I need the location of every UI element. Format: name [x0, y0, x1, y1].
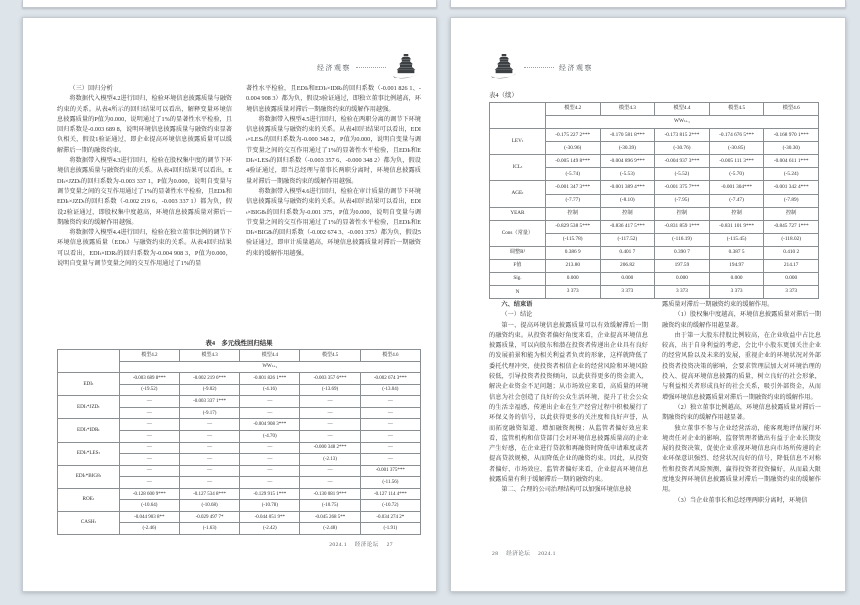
paragraph: （3）当企业董事长和总经理两职分离时，环境信	[674, 496, 808, 504]
table-cell: -0.003 689 8***	[119, 373, 179, 385]
table-cell: (-10.64)	[119, 500, 179, 512]
table-cell: —	[360, 454, 420, 466]
paragraph: （1）股权集中度越高，环境信息披露质量对滞后一期融资约束的缓解作用越显著。	[662, 311, 821, 329]
paragraph: （2）独立董事比例越高，环境信息披露质量对滞后一期融资约束的缓解作用越显著。	[662, 403, 821, 422]
table-cell: Cons（常量）	[490, 220, 546, 246]
text-column-1	[489, 300, 648, 546]
paragraph: 由于第一大股东持股比例较高，在企业收益中占比息较高，出于自身利益的考虑，会比中小股东更加关注企业的经营风险以及未来的发展，重视企业的环境状况对外部投资者投资决策的影响，会要求管理层加大对环境治理的投入、提高环境信息披露的质量，树立良好的社会形象，与利益相关者形成良好的社会关系，吸引外部资金，从而增强环境信息披露质量对滞后一期融资约束的缓解作用。	[662, 331, 821, 401]
table-cell: -0.003 357 6***	[300, 373, 360, 385]
table-cell: -0.831 101 9***	[709, 220, 764, 233]
table-cell: (-2.42)	[240, 523, 300, 535]
table-cell: —	[119, 477, 179, 489]
table-cell: 0.410 2	[764, 246, 819, 259]
footer-page-number: 28	[492, 551, 499, 557]
table-cell: (-5.74)	[545, 168, 600, 181]
table-cell: —	[240, 454, 300, 466]
table-cell: (-30.39)	[600, 142, 655, 155]
table-cell: (-9.02)	[179, 384, 239, 396]
table-cell: —	[119, 396, 179, 408]
table4-title: 表4 多元线性回归结果	[205, 340, 273, 347]
table-cell: WWₜ₊₁	[119, 361, 420, 373]
table-cell: —	[240, 396, 300, 408]
table-cell: (-11.56)	[360, 477, 420, 489]
table-cell: -0.004 896 9***	[600, 155, 655, 168]
table-cell: -0.029 497 7*	[179, 511, 239, 523]
paragraph: 第二、合理的公司治理结构可以加强环境信息披	[501, 486, 632, 494]
table-cell: —	[300, 407, 360, 419]
text-column-2	[662, 300, 821, 546]
table-cell: -0.001 347 3***	[545, 181, 600, 194]
table-cell: (-5.70)	[709, 168, 764, 181]
paragraph: 独立董事不参与企业经营活动，能客观地评估履行环境责任对企业的影响，监督管理者做出有益于企业长期发展的投资决策，促使企业重视环境信息向市场所传递的企业环保意识强烈、经营状况良好的信号，降低信息不对称性和投资者风险预测，赢得投资者投资偏好，从而最大限度地发挥环境信息披露质量对滞后一期融资约束的缓解作用。	[662, 424, 821, 494]
table-cell: EDIₜ*IDRₜ	[58, 419, 120, 442]
table-cell: —	[119, 454, 179, 466]
table-cell: —	[179, 419, 239, 431]
table-cell: 模型4.2	[545, 103, 600, 116]
header-dotted-rule	[356, 67, 386, 68]
table-cell: (-117.52)	[600, 233, 655, 246]
footer-issue: 2024.1	[329, 542, 347, 548]
table-cell: (-30.85)	[709, 142, 764, 155]
paragraph: 将数据代入模型4.2进行回归，检验环境信息披露质量与融资约束的关系。从表4所示的回归结果可以看出，解释变量环境信息披露质量的P值为0.000，说明通过了1%的显著性水平检验，且回归系数是-0.003 689 8，说明环境信息披露质量与融资约束显著负相关，假设1验证通过，即企业提高环境信息披露质量可以缓解滞后一期的融资约束。	[57, 95, 232, 154]
table-cell: (-1.63)	[179, 523, 239, 535]
table-cell: 模型4.4	[655, 103, 710, 116]
paragraph: 将数据带入模型4.3进行回归，检验在股权集中度的调节下环境信息披露质量与融资约束的关系。从表4回归结果可以看出，EDIₜ×JZDₜ的回归系数为-0.003 337 1，P值为0.000，说明自变量与调节变量之间的交互作用通过了1%的显著性水平检验，且EDIₜ和EDIₜ×JZDₜ的回归系数（-0.002 219 6、-0.003 337 1）都为负，假设2验证通过，即股权集中度越高，环境信息披露质量对滞后一期融资约束的缓解作用越强。	[57, 157, 232, 226]
table-cell: -0.127 114 4***	[360, 488, 420, 500]
table-cell: -0.829 538 5***	[545, 220, 600, 233]
paragraph: 著性水平检验，且EDIₜ和EDIₜ×IDRₜ的回归系数（-0.001 826 1、-0.004 908 3）都为负，假设3验证通过，即独立董事比例越高，环境信息披露质量对滞后一期融资约束的缓解作用越强。	[246, 85, 421, 113]
table-cell: -0.034 274 2*	[360, 511, 420, 523]
table-cell: —	[300, 419, 360, 431]
table-cell: —	[360, 419, 420, 431]
table-cell: LEVₜ	[490, 129, 546, 155]
table-cell: —	[240, 442, 300, 454]
table-cell: (-118.02)	[764, 233, 819, 246]
table-cell: —	[360, 430, 420, 442]
table-cell: EDIₜ*JZDₜ	[58, 396, 120, 419]
table-cell: (-4.16)	[240, 384, 300, 396]
body-text	[57, 84, 421, 342]
table-cell: (-7.47)	[709, 194, 764, 207]
table-cell: (-13.69)	[300, 384, 360, 396]
table-cell: (-30.96)	[545, 142, 600, 155]
table-cell: -0.170 581 8***	[600, 129, 655, 142]
table-cell: -0.000 348 2***	[300, 442, 360, 454]
body-text	[489, 300, 821, 546]
paragraph: 将数据带入模型4.6进行回归，检验在审计质量的调节下环境信息披露质量与融资约束的关系。从表4回归结果可以看出，EDIₜ×BIG8ₜ的回归系数为-0.001 375，P值为0.000，说明自变量与调节变量之间的交互作用通过了1%的显著性水平检验，且EDIₜ和EDIₜ×BIG8ₜ的回归系数（-0.002 674 3、-0.001 375）都为负，假设5验证通过，即审计质量越高，环境信息披露质量对滞后一期融资约束的缓解作用越强。	[246, 187, 421, 257]
paragraph: （三）回归分析	[69, 85, 113, 92]
table-cell: 197.59	[655, 259, 710, 272]
table-cell: (-10.75)	[300, 500, 360, 512]
table-cell: -0.004 611 1***	[764, 155, 819, 168]
table-cell: -0.045 268 5**	[300, 511, 360, 523]
table-cell: -0.001 389 4***	[600, 181, 655, 194]
table-cell: —	[300, 477, 360, 489]
table-cell: F值	[490, 259, 546, 272]
page-right	[450, 17, 846, 592]
table-cell: -0.175 227 2***	[545, 129, 600, 142]
table-cell: —	[300, 396, 360, 408]
table-cell: —	[360, 407, 420, 419]
table-cell: 206.82	[600, 259, 655, 272]
table-cell: (-115.45)	[709, 233, 764, 246]
table-cell: 模型4.5	[709, 103, 764, 116]
table-cell: 3 373	[655, 286, 710, 299]
table-cell: -0.129 915 1***	[240, 488, 300, 500]
table-cell: —	[360, 396, 420, 408]
table-cell: (-7.77)	[545, 194, 600, 207]
table4-part2	[489, 102, 819, 293]
table-cell: CASHₜ	[58, 511, 120, 534]
header-dotted-rule	[524, 67, 554, 68]
table-cell: (-115.78)	[545, 233, 600, 246]
table-cell: (-5.24)	[764, 168, 819, 181]
table-cell: 0.401 7	[600, 246, 655, 259]
previous-page-edge	[450, 0, 846, 8]
table-cell: 0.000	[764, 273, 819, 286]
table-cell: -0.044 903 8**	[119, 511, 179, 523]
section-title: 经济观察	[317, 63, 351, 72]
table-cell: —	[300, 465, 360, 477]
table-cell: 3 373	[600, 286, 655, 299]
table-cell: (-13.04)	[360, 384, 420, 396]
table-cell: 194.97	[709, 259, 764, 272]
running-head	[489, 54, 593, 81]
journal-logo-icon	[489, 54, 519, 81]
table-cell: 控制	[655, 207, 710, 220]
table-cell: —	[179, 454, 239, 466]
paragraph: （一）结论	[501, 311, 533, 319]
journal-logo-icon	[391, 54, 421, 81]
table-cell: WWₜ₊₁	[545, 116, 818, 129]
table-cell: -0.845 727 1***	[764, 220, 819, 233]
table-cell: -0.173 815 2***	[655, 129, 710, 142]
table-cell: 3 373	[709, 286, 764, 299]
table-cell: -0.174 676 5***	[709, 129, 764, 142]
table-cell: (-9.17)	[179, 407, 239, 419]
table-cell: Sig.	[490, 273, 546, 286]
table-cell: 0.390 7	[655, 246, 710, 259]
table-cell	[490, 103, 546, 129]
table-cell: —	[240, 477, 300, 489]
table-cell: 模型4.3	[600, 103, 655, 116]
table-cell: (-4.70)	[240, 430, 300, 442]
table-cell: -0.127 534 8***	[179, 488, 239, 500]
previous-page-edge	[22, 0, 437, 8]
paragraph: 将数据带入模型4.4进行回归，检验在独立董事比例的调节下环境信息披露质量（EDIₜ）与融资约束的关系。从表4回归结果可以看出，EDIₜ×IDRₜ的回归系数为-0.004 908 3，P值为0.000，说明自变量与调节变量之间的交互作用通过了1%的显	[57, 229, 232, 268]
table-cell: —	[179, 430, 239, 442]
table-cell: (-5.53)	[600, 168, 655, 181]
table-cell: (-5.52)	[655, 168, 710, 181]
table-cell: —	[240, 465, 300, 477]
page-left	[22, 17, 437, 592]
table-cell: (-30.30)	[764, 142, 819, 155]
table-cell: —	[300, 430, 360, 442]
table-cell: (-10.78)	[240, 500, 300, 512]
table4-part1	[57, 349, 421, 535]
section-title: 经济观察	[559, 63, 593, 72]
table-cell: ROEₜ	[58, 488, 120, 511]
table-cell: -0.836 417 5***	[600, 220, 655, 233]
table-cell: —	[240, 407, 300, 419]
table-cell: EDIₜ*BIG8ₜ	[58, 465, 120, 488]
table-cell: YEAR	[490, 207, 546, 220]
table-cell: —	[360, 442, 420, 454]
table-cell: -0.005 149 8***	[545, 155, 600, 168]
table-cell: 模型4.6	[764, 103, 819, 116]
table-cell: 模型4.6	[360, 350, 420, 362]
table-cell: 控制	[545, 207, 600, 220]
footer-page-number: 27	[386, 542, 393, 548]
page-footer-left	[326, 540, 396, 548]
table-cell: —	[179, 465, 239, 477]
table-cell: (-2.13)	[300, 454, 360, 466]
table-cell: -0.003 337 1***	[179, 396, 239, 408]
table-cell: (-10.68)	[179, 500, 239, 512]
table-cell: (-7.89)	[764, 194, 819, 207]
table-cell: -0.128 600 9***	[119, 488, 179, 500]
table-cell: —	[119, 419, 179, 431]
table-cell: —	[179, 477, 239, 489]
table-cell: 0.000	[709, 273, 764, 286]
table-cell: —	[119, 430, 179, 442]
table-cell: —	[119, 442, 179, 454]
table-cell: -0.004 908 3***	[240, 419, 300, 431]
table-cell: EDIₜ	[58, 373, 120, 396]
text-column-1	[57, 84, 232, 342]
table-cell: -0.001 304***	[709, 181, 764, 194]
table-cell: 控制	[709, 207, 764, 220]
table-cell: 模型4.4	[240, 350, 300, 362]
table-cell: -0.001 342 4***	[764, 181, 819, 194]
table-cell: -0.001 375***	[360, 465, 420, 477]
table-cell: 3 373	[764, 286, 819, 299]
footer-journal: 经济论坛	[354, 542, 379, 548]
footer-journal: 经济论坛	[506, 551, 531, 557]
paragraph: 第一、提高环境信息披露质量可以有效缓解滞后一期的融资约束。从投资者偏好角度来看，企业提高环境信息披露质量，可以向股东和潜在投资者传递出企业具有良好的发展前景和能为相关利益者负责的形象，这样就降低了委托代理冲突，使投资者相信企业的经营风险和环境风险较低，引导投资者投资倾向，以此获得更多的资金流入，解决企业资金不足问题；从市场效应来看，高质量的环境信息为社会创造了良好的公众生活环境，提升了社会公众的生活幸福感，传递出企业在生产经营过程中积极履行了环保义务的信号，以此获得更多的关注度和良好声誉，从而拓宽融资渠道、增加融资规模；从监管者偏好效应来看，监管机构和信贷部门会对环境信息披露质量高的企业产生好感，在企业进行贷款和再融资时降低申请难度或者提高贷款规模，从而降低企业的融资约束。因此，从投资者偏好、市场效应、监管者偏好来看，企业提高环境信息披露质量有利于缓解滞后一期的融资约束。	[489, 321, 648, 484]
table-cell: 213.80	[545, 259, 600, 272]
table-cell: 0.387 5	[709, 246, 764, 259]
table-cell: -0.044 051 9**	[240, 511, 300, 523]
table-cell: N	[490, 286, 546, 299]
table-cell: 模型4.2	[119, 350, 179, 362]
table-cell: -0.002 219 6***	[179, 373, 239, 385]
table-cell: 0.000	[655, 273, 710, 286]
table-cell: 3 373	[545, 286, 600, 299]
table-cell: —	[119, 465, 179, 477]
table-cell: ICLₜ	[490, 155, 546, 181]
table-cell: —	[119, 407, 179, 419]
table-cell: 0.386 9	[545, 246, 600, 259]
table4-continued-label: 表4（续）	[489, 92, 518, 99]
paragraph: 露质量对滞后一期融资约束的缓解作用。	[662, 301, 774, 308]
table-cell: -0.130 081 9***	[300, 488, 360, 500]
table-cell: EDIₜ*LESₜ	[58, 442, 120, 465]
table-cell	[58, 350, 120, 373]
table-cell: -0.001 826 1***	[240, 373, 300, 385]
table-cell: (-116.19)	[655, 233, 710, 246]
table-cell: 模型4.3	[179, 350, 239, 362]
table-cell: 0.000	[545, 273, 600, 286]
table-cell: -0.005 111 3***	[709, 155, 764, 168]
footer-issue: 2024.1	[538, 551, 556, 557]
table-cell: 0.000	[600, 273, 655, 286]
table-cell: -0.168 970 1***	[764, 129, 819, 142]
table-cell: -0.002 674 3***	[360, 373, 420, 385]
table-cell: (-1.91)	[360, 523, 420, 535]
table-cell: (-19.52)	[119, 384, 179, 396]
table-cell: 模型4.5	[300, 350, 360, 362]
paragraph: 将数据带入模型4.5进行回归，检验在两职分离的调节下环境信息披露质量与融资约束的关系。从表4回归结果可以看出，EDIₜ×LESₜ的回归系数为-0.000 348 2，P值为0.000，说明自变量与调节变量之间的交互作用通过了1%的显著性水平检验，且EDIₜ和EDIₜ×LESₜ的回归系数（-0.003 357 6、-0.000 348 2）都为负，假设4验证通过，即当总经理与董事长两职分离时，环境信息披露质量对滞后一期融资约束的缓解作用越强。	[246, 115, 421, 185]
table-cell: —	[179, 442, 239, 454]
table-cell: 控制	[600, 207, 655, 220]
table-cell: (-8.10)	[600, 194, 655, 207]
table-cell: (-10.72)	[360, 500, 420, 512]
table-cell: 214.17	[764, 259, 819, 272]
text-column-2	[246, 84, 421, 342]
table-cell: AGEₜ	[490, 181, 546, 207]
table-cell: (-2.48)	[300, 523, 360, 535]
table-cell: -0.004 937 3***	[655, 155, 710, 168]
table-cell: -0.831 859 1***	[655, 220, 710, 233]
table-cell: (-30.76)	[655, 142, 710, 155]
table-cell: 调整R²	[490, 246, 546, 259]
table-cell: (-7.95)	[655, 194, 710, 207]
page-footer-right	[489, 549, 559, 557]
running-head	[317, 54, 421, 81]
table-cell: -0.001 375 7***	[655, 181, 710, 194]
paragraph: 六、结束语	[501, 301, 533, 308]
table-cell: 控制	[764, 207, 819, 220]
table-cell: (-2.46)	[119, 523, 179, 535]
